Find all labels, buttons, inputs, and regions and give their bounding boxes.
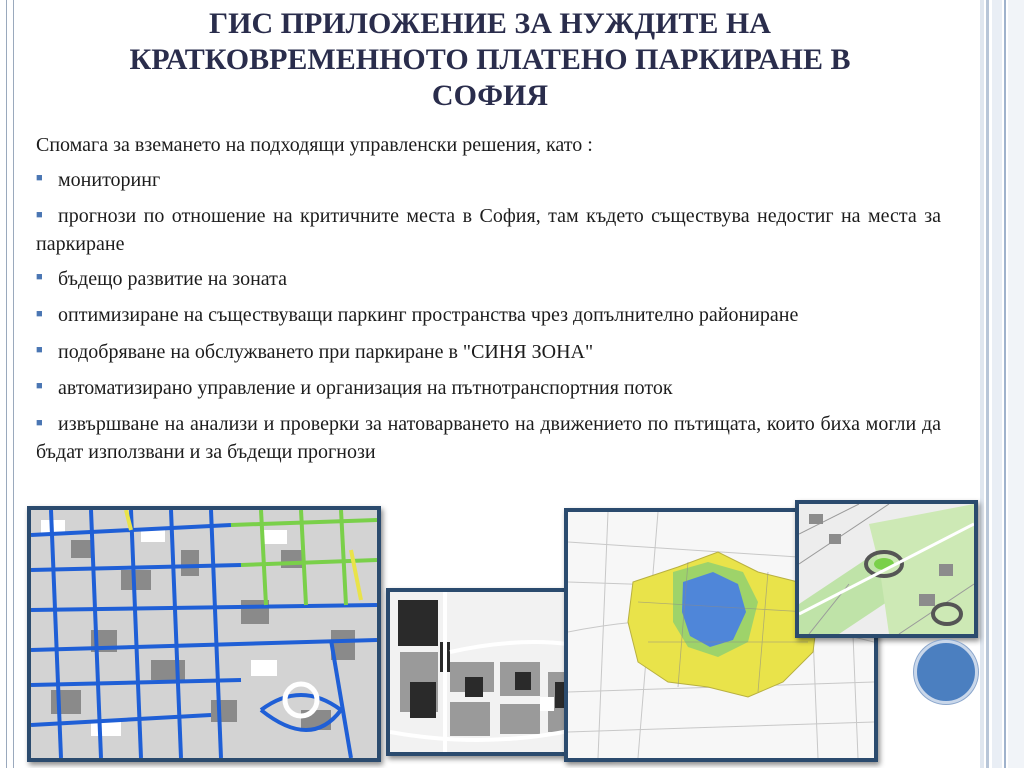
street-map-icon <box>31 510 377 758</box>
title-line-3: СОФИЯ <box>431 79 549 112</box>
map-image-blue-green-streets <box>27 506 381 762</box>
slide-left-border <box>6 0 14 768</box>
street-map-icon <box>799 504 974 634</box>
bullet-list <box>36 167 941 465</box>
bullet-square-icon: ■ <box>36 380 43 393</box>
title-line-1: ГИС ПРИЛОЖЕНИЕ ЗА НУЖДИТЕ НА <box>209 7 771 40</box>
bullet-text: автоматизирано управление и организация на пътнотранспортния поток <box>58 377 673 400</box>
bullet-text: подобряване на обслужването при паркиране в "СИНЯ ЗОНА" <box>58 340 594 363</box>
bullet-text: мониторинг <box>58 169 161 191</box>
bullet-square-icon: ■ <box>36 416 43 429</box>
bullet-item <box>36 203 941 256</box>
bullet-item <box>36 167 941 194</box>
bullet-square-icon: ■ <box>36 271 43 284</box>
bullet-square-icon: ■ <box>36 172 43 185</box>
slide-title <box>40 6 940 114</box>
bullet-text: оптимизиране на съществуващи паркинг пространства чрез допълнително райониране <box>58 304 799 327</box>
decorative-circle-icon <box>914 640 978 704</box>
bullet-item <box>36 411 941 464</box>
map-image-green-zone <box>795 500 978 638</box>
bullet-square-icon: ■ <box>36 208 43 221</box>
bullet-item <box>36 375 941 402</box>
bullet-item <box>36 302 941 329</box>
bullet-text: извършване на анализи и проверки за натоварването на движението по пътищата, които биха могли да бъдат използвани и за бъдещи прогнози <box>36 413 941 463</box>
bullet-square-icon: ■ <box>36 344 43 357</box>
bullet-item <box>36 339 941 366</box>
bullet-item <box>36 266 941 293</box>
bullet-text: прогнози по отношение на критичните места в София, там където съществува недостиг на места за паркиране <box>36 205 941 255</box>
slide-body <box>36 132 941 474</box>
slide-right-border <box>980 0 1024 768</box>
intro-text: Спомага за вземането на подходящи управленски решения, като : <box>36 134 593 156</box>
bullet-text: бъдещо развитие на зоната <box>58 267 288 290</box>
bullet-square-icon: ■ <box>36 307 43 320</box>
title-line-2: КРАТКОВРЕМЕННОТО ПЛАТЕНО ПАРКИРАНЕ В <box>129 43 851 76</box>
